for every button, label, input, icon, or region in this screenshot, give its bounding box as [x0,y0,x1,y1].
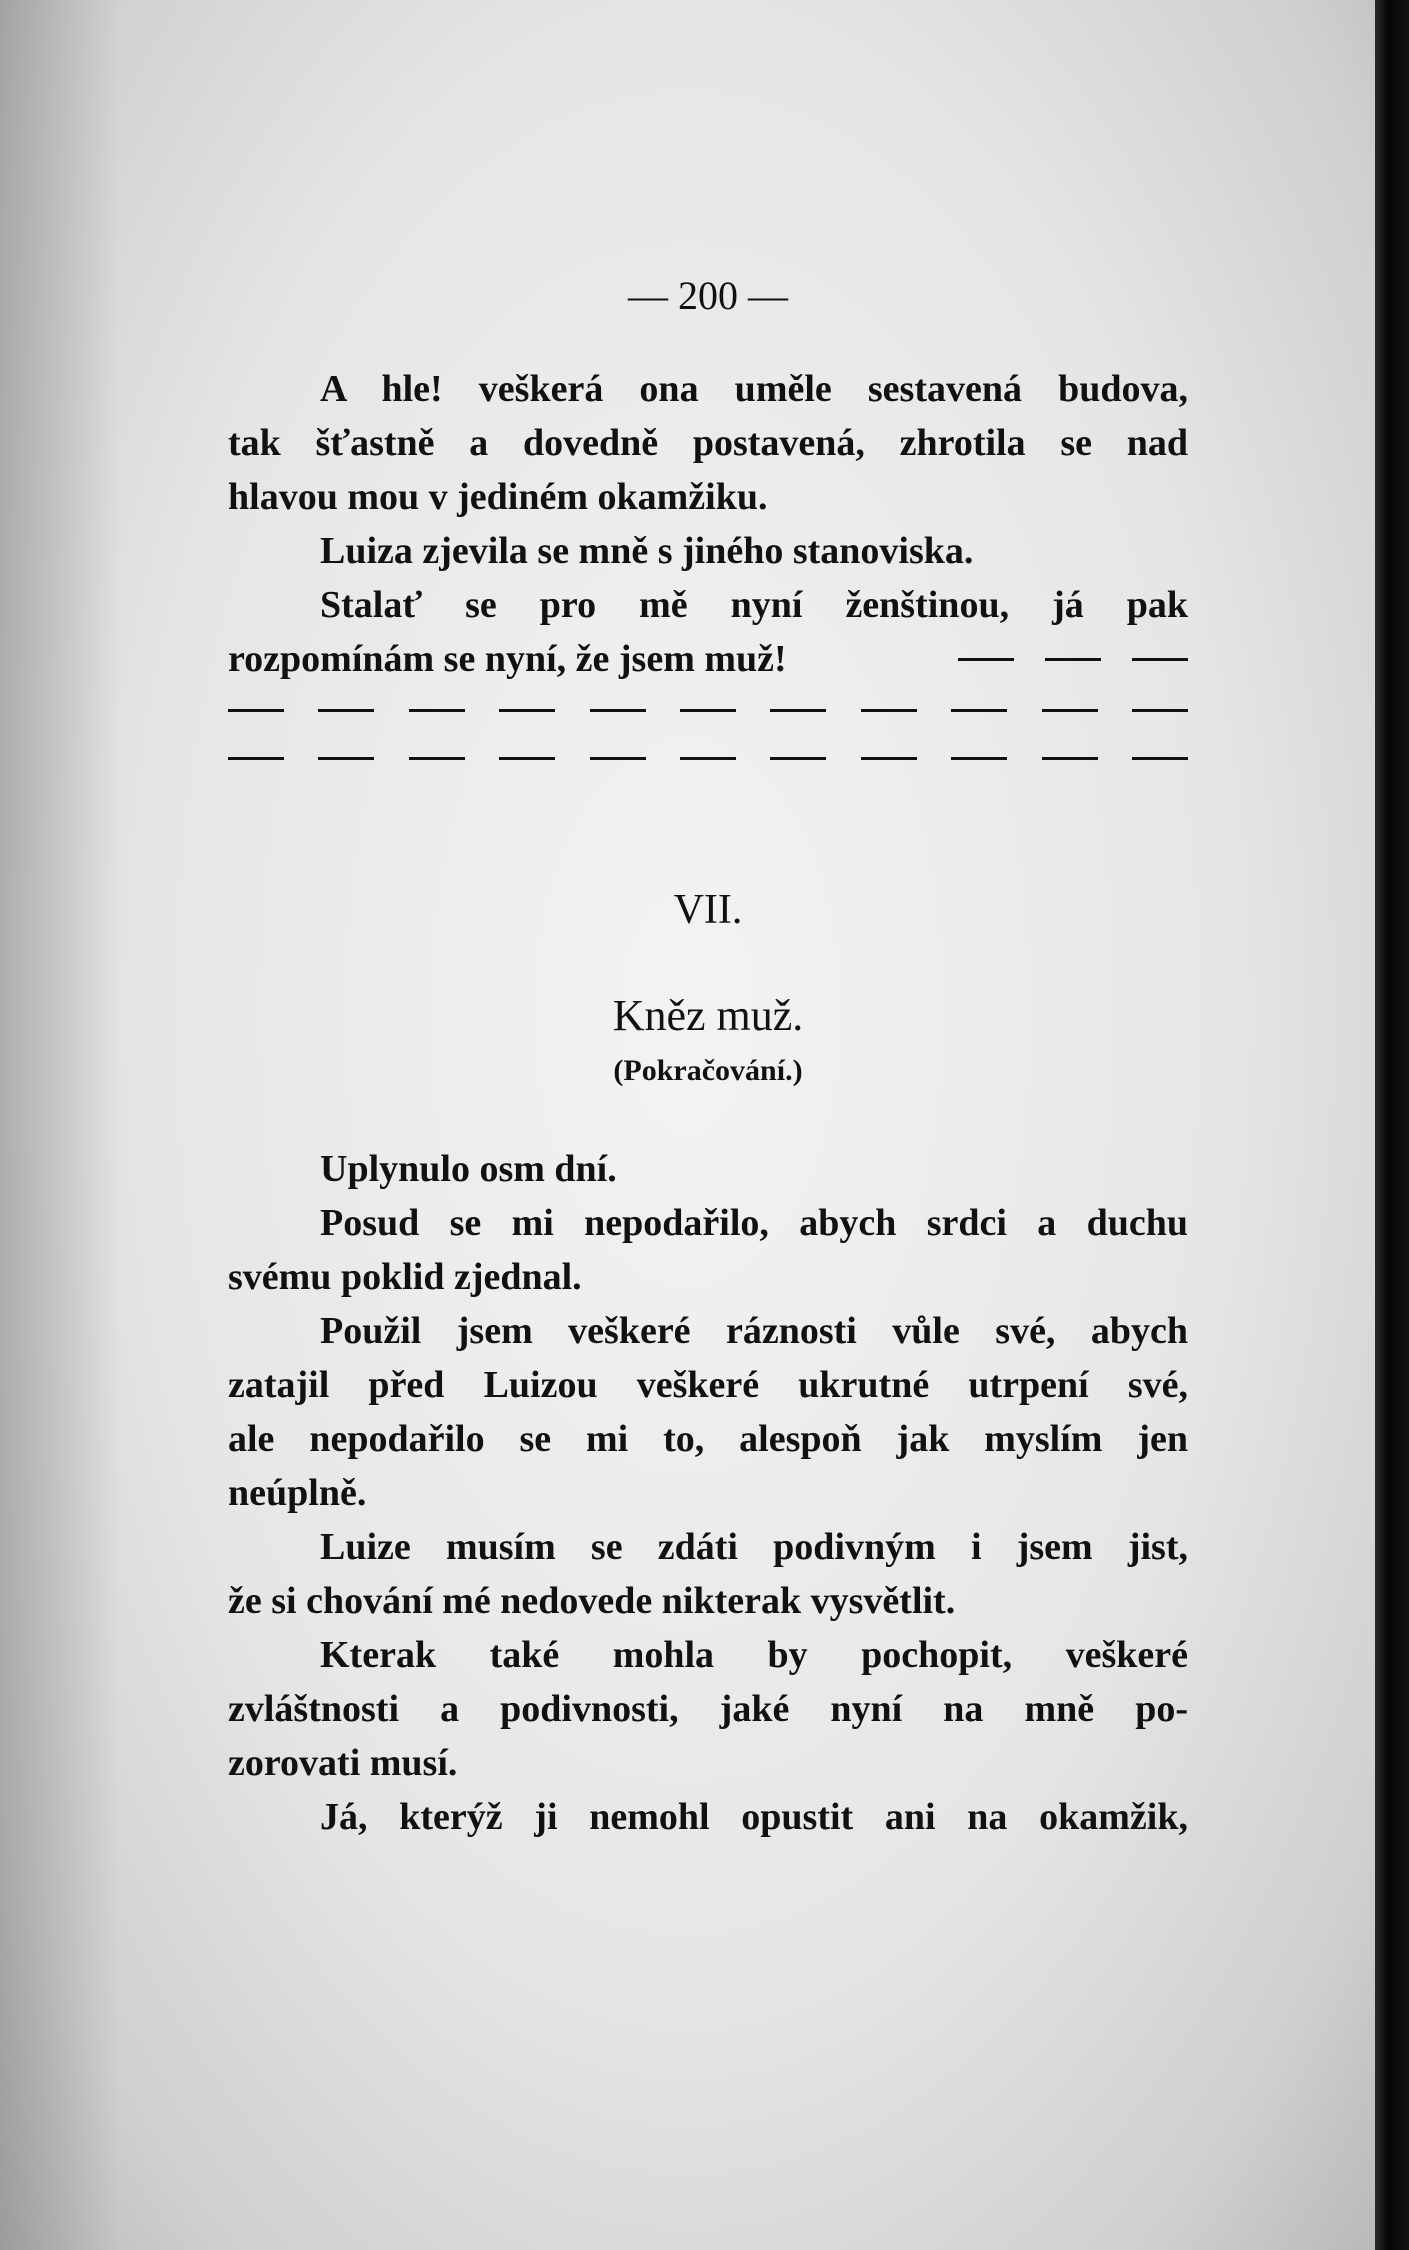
chapter-number: VII. [673,887,743,933]
text-line: zvláštnosti a podivnosti, jaké nyní na mně po- [228,1688,1188,1730]
text-line: rozpomínám se nyní, že jsem muž! [228,638,787,680]
page-number: — 200 — [628,273,788,318]
text-line: Já, kterýž ji nemohl opustit ani na okamžik, [320,1796,1188,1838]
text-line: neúplně. [228,1472,367,1514]
text-line: Použil jsem veškeré ráznosti vůle své, abych [320,1310,1188,1352]
text-line: Uplynulo osm dní. [320,1148,617,1190]
text-line: Posud se mi nepodařilo, abych srdci a duchu [320,1202,1188,1244]
dash-separator [958,658,1188,662]
text-line: tak šťastně a dovedně postavená, zhrotila se nad [228,422,1188,464]
text-line: Luize musím se zdáti podivným i jsem jist, [320,1526,1188,1568]
chapter-title: Kněz muž. [612,991,804,1040]
text-line: Kterak také mohla by pochopit, veškeré [320,1634,1188,1676]
page-edge-shadow [1375,0,1409,2250]
text-line: A hle! veškerá ona uměle sestavená budova, [320,368,1188,410]
chapter-note: (Pokračování.) [613,1054,803,1087]
text-line: svému poklid zjednal. [228,1256,582,1298]
text-line: zorovati musí. [228,1742,458,1784]
text-line: Luiza zjevila se mně s jiného stanoviska. [320,530,974,572]
text-line: že si chování mé nedovede nikterak vysvětlit. [228,1580,956,1622]
text-line: ale nepodařilo se mi to, alespoň jak myslím jen [228,1418,1188,1460]
text-line: hlavou mou v jediném okamžiku. [228,476,768,518]
text-line: Stalať se pro mě nyní ženštinou, já pak [320,584,1188,626]
dash-separator [228,690,1188,730]
dash-separator [228,738,1188,778]
text-line: zatajil před Luizou veškeré ukrutné utrpení své, [228,1364,1188,1406]
